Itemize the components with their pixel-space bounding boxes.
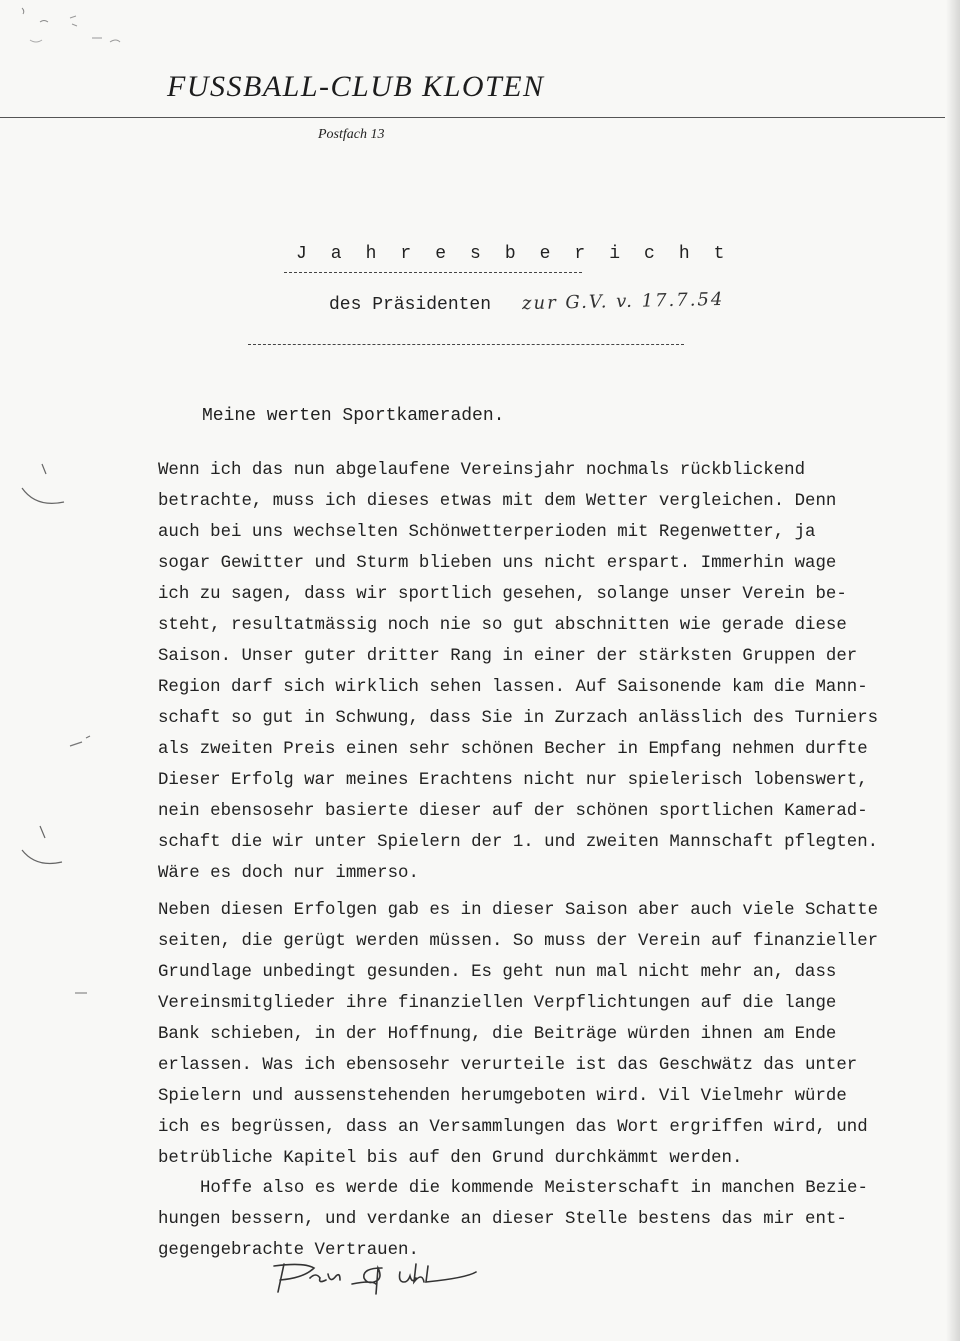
text-line: Hoffe also es werde die kommende Meisterschaft in manchen Bezie-: [200, 1179, 868, 1198]
text-line: Spielern und aussenstehenden herumgeboten wird. Vil Vielmehr würde: [158, 1087, 847, 1106]
text-line: ich es begrüssen, dass an Versammlungen das Wort ergriffen wird, und: [158, 1118, 868, 1137]
report-subtitle: des Präsidenten: [329, 295, 492, 315]
paragraph-1: [158, 455, 948, 889]
text-line: Dieser Erfolg war meines Erachtens nicht nur spielerisch lobenswert,: [158, 771, 868, 790]
text-line: Bank schieben, in der Hoffnung, die Beiträge würden ihnen am Ende: [158, 1025, 837, 1044]
text-line: nein ebensosehr basierte dieser auf der schönen sportlichen Kamerad-: [158, 802, 868, 821]
subtitle-underline: [248, 344, 684, 345]
signature: [262, 1258, 482, 1300]
margin-mark: [72, 988, 92, 998]
corner-scribble: [0, 0, 140, 60]
text-line: hungen bessern, und verdanke an dieser Stelle bestens das mir ent-: [158, 1210, 847, 1229]
text-line: als zweiten Preis einen sehr schönen Becher in Empfang nehmen durfte: [158, 740, 868, 759]
text-line: Vereinsmitglieder ihre finanziellen Verpflichtungen auf die lange: [158, 994, 837, 1013]
paragraph-3: [158, 1173, 948, 1266]
text-line: schaft so gut in Schwung, dass Sie in Zurzach anlässlich des Turniers: [158, 709, 879, 728]
text-line: schaft die wir unter Spielern der 1. und zweiten Mannschaft pflegten.: [158, 833, 879, 852]
club-name: FUSSBALL-CLUB KLOTEN: [167, 70, 545, 103]
paragraph-2: [158, 895, 948, 1174]
text-line: seiten, die gerügt werden müssen. So muss der Verein auf finanzieller: [158, 932, 879, 951]
text-line: auch bei uns wechselten Schönwetterperioden mit Regenwetter, ja: [158, 523, 816, 542]
margin-mark: [18, 460, 68, 510]
letterhead-divider: [0, 117, 945, 118]
title-underline: [284, 272, 582, 273]
text-line: Wäre es doch nur immerso.: [158, 864, 419, 883]
page-edge-shadow: [946, 0, 960, 1341]
text-line: betrübliche Kapitel bis auf den Grund durchkämmt werden.: [158, 1149, 743, 1168]
margin-mark: [66, 732, 96, 752]
text-line: Neben diesen Erfolgen gab es in dieser Saison aber auch viele Schatte: [158, 901, 879, 920]
margin-mark: [18, 820, 68, 870]
text-line: betrachte, muss ich dieses etwas mit dem Wetter vergleichen. Denn: [158, 492, 837, 511]
text-line: Grundlage unbedingt gesunden. Es geht nun mal nicht mehr an, dass: [158, 963, 837, 982]
handwritten-note: zur G.V. v. 17.7.54: [521, 288, 725, 315]
text-line: Saison. Unser guter dritter Rang in einer der stärksten Gruppen der: [158, 647, 858, 666]
report-title: J a h r e s b e r i c h t: [296, 244, 732, 264]
postal-address: Postfach 13: [318, 127, 385, 142]
text-line: steht, resultatmässig noch nie so gut abschnitten wie gerade diese: [158, 616, 847, 635]
text-line: gegengebrachte Vertrauen.: [158, 1241, 419, 1260]
text-line: erlassen. Was ich ebensosehr verurteile ist das Geschwätz das unter: [158, 1056, 858, 1075]
text-line: Wenn ich das nun abgelaufene Vereinsjahr nochmals rückblickend: [158, 461, 806, 480]
text-line: Region darf sich wirklich sehen lassen. Auf Saisonende kam die Mann-: [158, 678, 868, 697]
text-line: sogar Gewitter und Sturm blieben uns nicht erspart. Immerhin wage: [158, 554, 837, 573]
salutation: Meine werten Sportkameraden.: [202, 406, 505, 426]
text-line: ich zu sagen, dass wir sportlich gesehen, solange unser Verein be-: [158, 585, 847, 604]
